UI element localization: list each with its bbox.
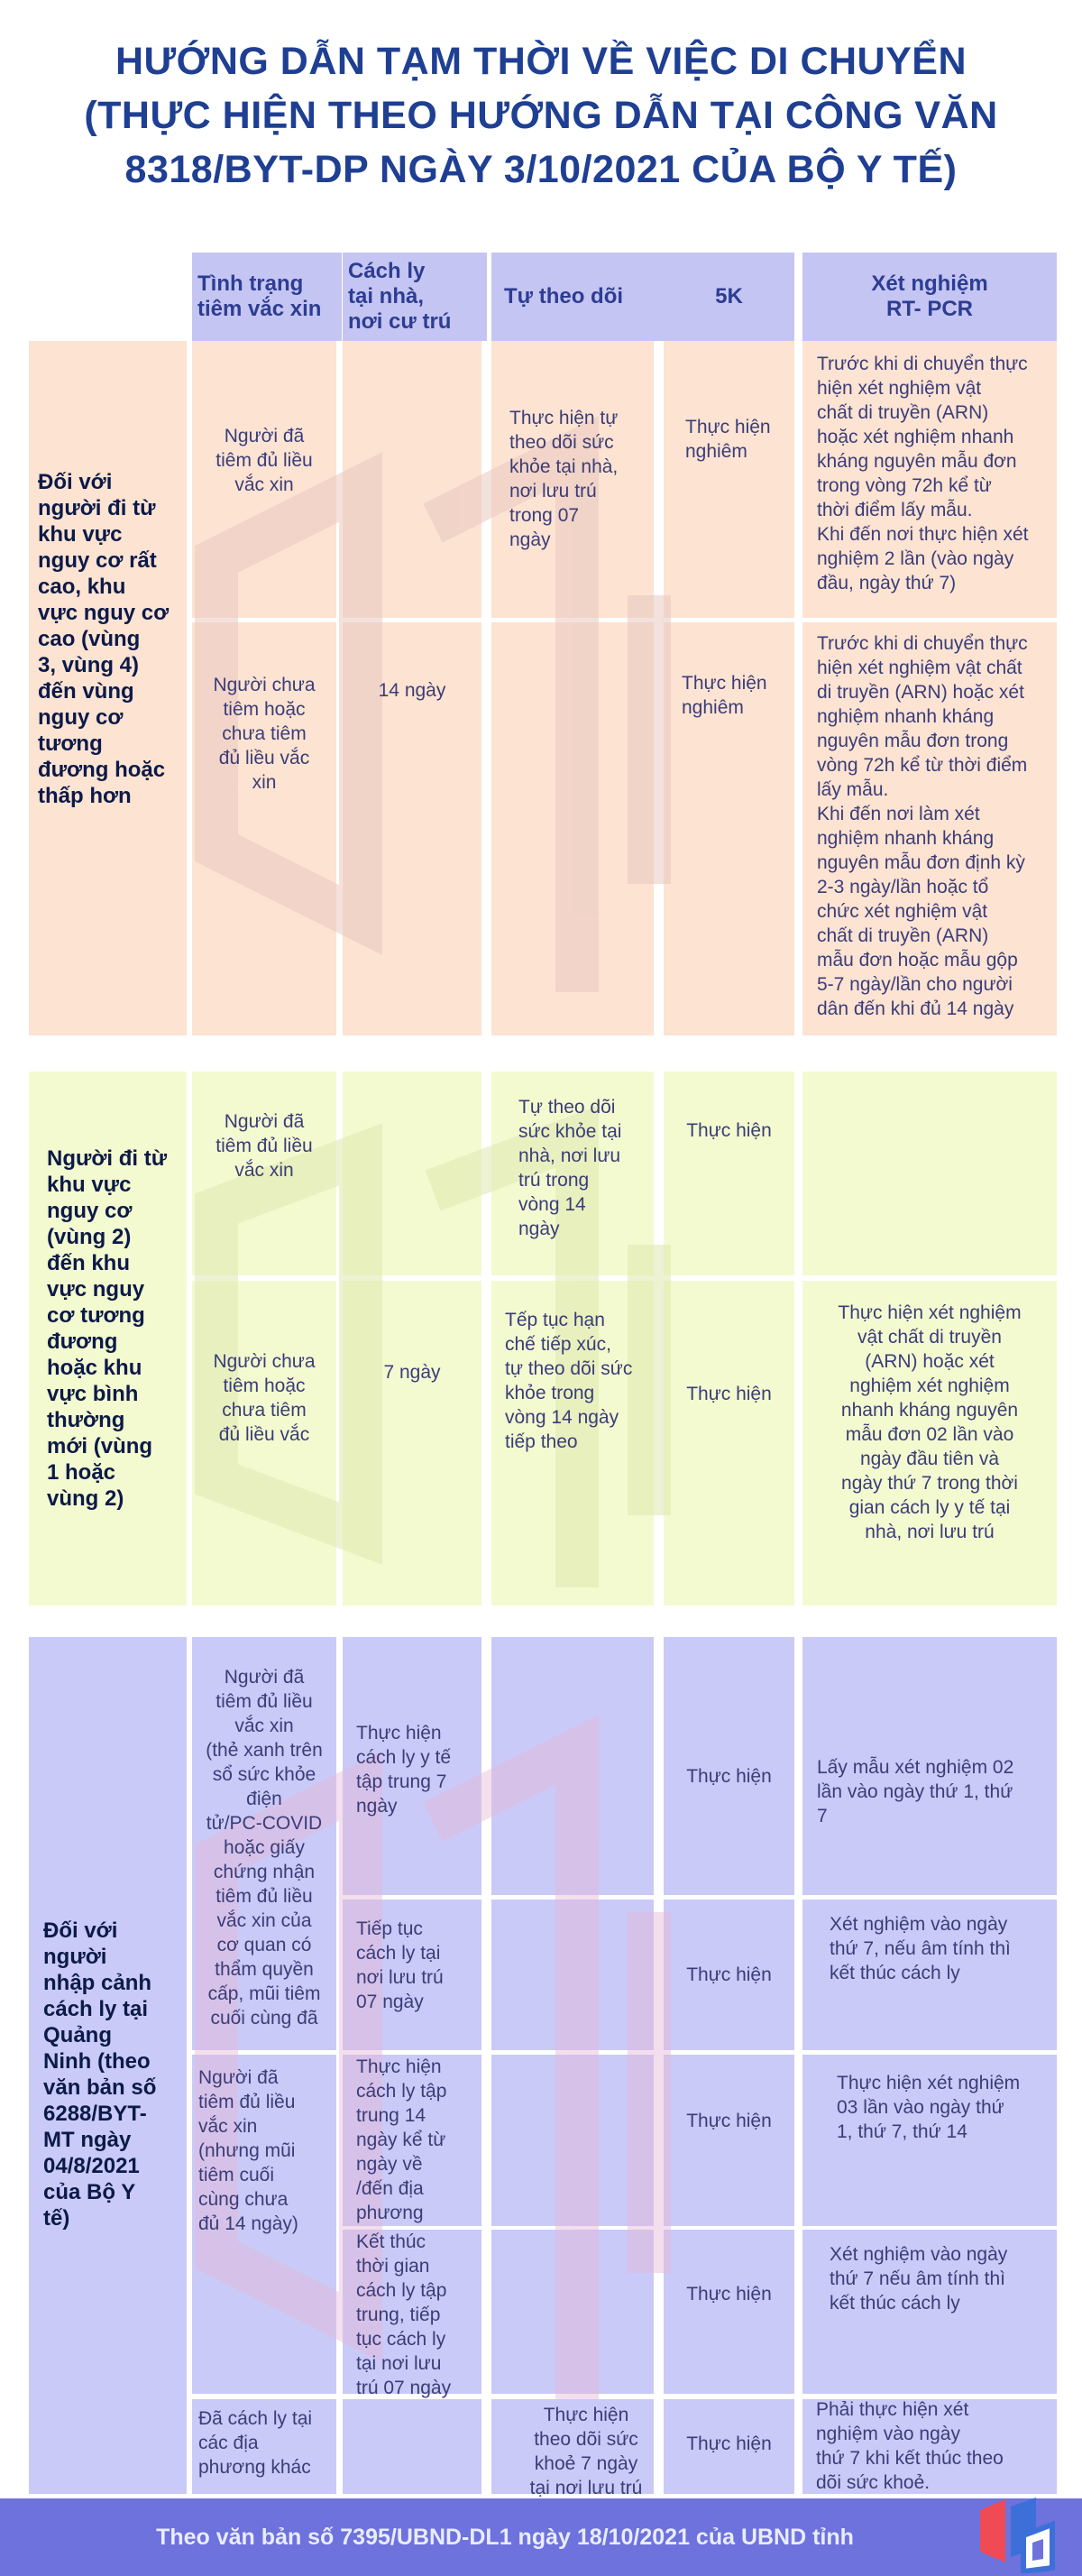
text-line: nguyên mẫu đơn trong (817, 731, 1009, 751)
vaccine-status-text (192, 1349, 336, 1447)
text-line: 14 ngày (378, 680, 446, 701)
text-line: Thực hiện tự (509, 408, 619, 428)
title-line-3: 8318/BYT-DP NGÀY 3/10/2021 CỦA BỘ Y TẾ) (124, 148, 958, 191)
text-line: tiêm cuối (198, 2165, 275, 2185)
text-line: thứ 7 khi kết thúc theo (816, 2448, 1004, 2469)
text-line: nguy cơ (47, 1199, 133, 1223)
five-k-text (682, 671, 781, 720)
text-line: chưa tiêm (222, 723, 307, 744)
section-3-label (43, 1918, 188, 2231)
text-line: (ARN) hoặc xét (865, 1351, 995, 1372)
text-line: xin (252, 772, 277, 793)
text-line: Đối với (43, 1918, 118, 1943)
text-line: ngày (518, 1219, 560, 1239)
text-line: theo dõi sức (534, 2429, 638, 2450)
five-k-text (664, 1963, 794, 1987)
text-line: trú trong (518, 1170, 590, 1191)
text-line: đầu, ngày thứ 7) (817, 573, 957, 593)
text-line: 1 hoặc (47, 1460, 116, 1485)
text-line: nghiệm nhanh kháng (817, 828, 995, 849)
text-line: đương (47, 1329, 118, 1354)
text-line: Xét nghiệm vào ngày (830, 2244, 1008, 2265)
text-line: cao (vùng (38, 627, 141, 651)
section-2-label (47, 1145, 182, 1512)
text-line: ngày thứ 7 trong thời (841, 1473, 1018, 1494)
text-line: ngày về (356, 2154, 423, 2175)
five-k-text (664, 1118, 794, 1143)
column-header-self-monitoring (491, 253, 666, 341)
table-cell (343, 2399, 481, 2494)
header-line: nơi cư trú (348, 309, 452, 334)
text-line: đủ 14 ngày) (198, 2213, 298, 2234)
text-line: lần vào ngày thứ 1, thứ (817, 1781, 1013, 1802)
text-line: tiêm đủ liều (215, 1886, 313, 1907)
text-line: hoặc xét nghiệm nhanh (817, 427, 1014, 447)
brand-logo-icon (969, 2494, 1059, 2573)
text-line: kết thúc cách ly (830, 2293, 960, 2314)
table-cell (343, 341, 481, 618)
text-line: nhanh kháng nguyên (840, 1400, 1019, 1421)
text-line: trung 14 (356, 2105, 426, 2126)
text-line: thường (47, 1408, 125, 1432)
text-line: trong 07 (509, 505, 580, 526)
text-line: cách ly tập (356, 2081, 447, 2102)
header-line: Tự theo dõi (504, 284, 624, 308)
text-line: vắc xin của (216, 1910, 312, 1931)
text-line: Tếp tục hạn (505, 1310, 605, 1330)
text-line: 3, vùng 4) (38, 653, 140, 677)
text-line: cơ tương (47, 1303, 145, 1328)
text-line: Thực hiện (686, 2111, 772, 2131)
text-line: cơ quan có (216, 1935, 312, 1955)
text-line: nghiệm vào ngày (816, 2424, 960, 2444)
text-line: 6288/BYT- (43, 2102, 147, 2126)
text-line: trong vòng 72h kể từ (817, 475, 992, 496)
text-line: thời điểm lấy mẫu. (817, 500, 973, 520)
text-line: cách ly y tế (356, 1747, 452, 1768)
text-line: hiện xét nghiệm vật (817, 378, 982, 399)
vaccine-status-text (198, 2065, 334, 2236)
text-line: lấy mẫu. (817, 779, 889, 800)
text-line: hoặc giấy (224, 1837, 305, 1858)
text-line: Kết thúc (356, 2231, 426, 2252)
table-cell (664, 1281, 794, 1605)
rt-pcr-text (816, 2397, 1046, 2495)
rt-pcr-text (802, 1301, 1057, 1544)
text-line: nghiệm nhanh kháng (817, 706, 995, 727)
text-line: vòng 72h kể từ thời điểm (817, 755, 1028, 776)
table-cell (343, 1281, 481, 1605)
header-line: RT- PCR (885, 297, 973, 321)
header-line: Cách ly (348, 259, 426, 283)
text-line: thấp hơn (38, 784, 132, 808)
text-line: theo dõi sức (509, 432, 614, 453)
header-line: Tình trạng (197, 271, 304, 296)
table-cell (802, 1072, 1057, 1275)
text-line: nguy cơ (38, 705, 124, 730)
table-cell (491, 622, 654, 1035)
text-line: nghiệm xét nghiệm (849, 1375, 1010, 1396)
text-line: 7 ngày (383, 1362, 441, 1383)
rt-pcr-text (830, 2242, 1059, 2315)
text-line: Trước khi di chuyển thực (817, 633, 1028, 654)
text-line: Đối với (38, 470, 113, 494)
column-header-5k (664, 253, 794, 341)
text-line: khoẻ 7 ngày (534, 2453, 638, 2474)
text-line: đương hoặc (38, 758, 166, 782)
text-line: Thực hiện (686, 1384, 772, 1404)
text-line: vực nguy cơ (38, 601, 170, 625)
text-line: Người đi từ (47, 1146, 168, 1171)
text-line: 2-3 ngày/lần hoặc tổ (817, 877, 989, 897)
column-header-rt-pcr (802, 253, 1057, 341)
text-line: khu vực (38, 522, 123, 547)
text-line: Thực hiện (543, 2405, 629, 2425)
text-line: tiêm đủ liều (215, 450, 313, 471)
text-line: nghiệm 2 lần (vào ngày (817, 548, 1014, 569)
text-line: cách ly tại (356, 1943, 441, 1964)
text-line: mới (vùng (47, 1434, 153, 1458)
text-line: cách ly tập (356, 2280, 447, 2301)
text-line: Lấy mẫu xét nghiệm 02 (817, 1757, 1014, 1778)
text-line: vòng 14 (518, 1194, 586, 1215)
text-line: vùng 2) (47, 1486, 124, 1511)
text-line: đến khu (47, 1251, 131, 1275)
text-line: Thực hiện xét nghiệm (837, 2073, 1021, 2093)
self-monitoring-text (505, 1308, 654, 1454)
text-line: tiêm đủ liều (198, 2092, 296, 2112)
text-line: tự theo dõi sức (505, 1358, 633, 1379)
rt-pcr-text (817, 352, 1056, 595)
text-line: cấp, mũi tiêm (207, 1983, 321, 2004)
table-cell (491, 1637, 654, 1895)
text-line: Thực hiện (682, 673, 767, 694)
text-line: gian cách ly y tế tại (848, 1497, 1011, 1518)
text-line: điện (246, 1789, 282, 1809)
text-line: mẫu đơn 02 lần vào (845, 1424, 1014, 1445)
text-line: vực nguy (47, 1277, 145, 1302)
text-line: cùng chưa (198, 2189, 289, 2210)
text-line: kết thúc cách ly (830, 1963, 960, 1983)
text-line: cao, khu (38, 575, 126, 599)
text-line: Thực hiện (356, 1723, 442, 1743)
text-line: Thực hiện (685, 417, 771, 437)
text-line: sức khỏe tại (518, 1121, 622, 1142)
text-line: chưa tiêm (222, 1400, 307, 1421)
text-line: kháng nguyên mẫu đơn (817, 451, 1017, 472)
text-line: tiêm đủ liều (215, 1136, 313, 1156)
text-line: 5-7 ngày/lần cho người (817, 974, 1013, 995)
text-line: Người đã (224, 426, 305, 446)
column-header-vaccine-status (192, 253, 342, 341)
header-line: tại nhà, (348, 284, 425, 308)
text-line: tử/PC-COVID (206, 1813, 323, 1834)
text-line: vắc xin (234, 1716, 294, 1736)
five-k-text (664, 1382, 794, 1406)
text-line: Trước khi di chuyển thực (817, 354, 1028, 374)
text-line: MT ngày (43, 2128, 132, 2152)
text-line: vắc xin (234, 1160, 294, 1181)
text-line: /đến địa (356, 2178, 424, 2199)
text-line: thứ 7 nếu âm tính thì (830, 2268, 1006, 2289)
text-line: nơi lưu trú (509, 481, 597, 501)
text-line: 07 ngày (356, 1992, 424, 2012)
home-isolation-text (356, 1917, 473, 2014)
text-line: hoặc khu (47, 1356, 142, 1380)
section-1-label (38, 469, 182, 809)
text-line: Thực hiện (686, 1766, 772, 1787)
text-line: ngày (356, 1796, 398, 1817)
text-line: của Bộ Y (43, 2180, 136, 2204)
text-line: vắc xin (198, 2116, 258, 2137)
text-line: Khi đến nơi thực hiện xét (817, 524, 1029, 545)
text-line: Thực hiện (686, 2284, 772, 2305)
self-monitoring-text (509, 406, 645, 552)
text-line: người đi từ (38, 496, 156, 520)
text-line: Người đã (224, 1111, 305, 1132)
footer-bar (0, 2498, 1082, 2576)
text-line: Đã cách ly tại (198, 2408, 313, 2429)
text-line: Phải thực hiện xét (816, 2399, 969, 2420)
header-line: tiêm vắc xin (197, 297, 322, 321)
text-line: 1, thứ 7, thứ 14 (837, 2121, 967, 2142)
text-line: Ninh (theo (43, 2049, 151, 2074)
text-line: 04/8/2021 (43, 2154, 140, 2178)
five-k-text (664, 2109, 794, 2133)
text-line: tiêm đủ liều (215, 1691, 313, 1712)
text-line: đủ liều vắc (218, 748, 310, 768)
text-line: mẫu đơn hoặc mẫu gộp (817, 950, 1018, 971)
text-line: khu vực (47, 1173, 132, 1197)
self-monitoring-text (523, 2403, 649, 2500)
vaccine-status-text (192, 424, 336, 497)
text-line: Tiếp tục (356, 1918, 423, 1939)
text-line: nghiêm (685, 441, 747, 462)
text-line: cách ly tại (43, 1997, 149, 2021)
text-line: người (43, 1945, 107, 1969)
five-k-text (685, 415, 784, 464)
home-isolation-text (343, 1360, 481, 1385)
rt-pcr-text (817, 631, 1056, 1021)
text-line: khỏe trong (505, 1383, 595, 1403)
text-line: thẩm quyền (215, 1959, 314, 1980)
text-line: vòng 14 ngày (505, 1407, 619, 1428)
table-cell (491, 2055, 654, 2226)
text-line: 7 (817, 1806, 828, 1826)
text-line: nguyên mẫu đơn định kỳ (817, 852, 1025, 873)
text-line: tại nơi lưu (356, 2353, 442, 2374)
text-line: (nhưng mũi (198, 2140, 296, 2161)
home-isolation-text (343, 678, 481, 703)
text-line: nơi lưu trú (356, 1967, 444, 1988)
text-line: phương khác (198, 2457, 311, 2478)
column-header-home-isolation (343, 253, 487, 341)
vaccine-status-text (192, 1109, 336, 1182)
table-cell (664, 1072, 794, 1275)
text-line: Khi đến nơi làm xét (817, 804, 980, 824)
text-line: phương (356, 2203, 424, 2223)
text-line: tại nơi lưu trú (529, 2478, 643, 2498)
text-line: Tự theo dõi (518, 1097, 616, 1118)
text-line: (thẻ xanh trên (206, 1740, 323, 1761)
table-cell (491, 2230, 654, 2394)
text-line: thứ 7, nếu âm tính thì (830, 1938, 1011, 1959)
text-line: Người đã (224, 1667, 305, 1688)
text-line: sổ sức khỏe (212, 1764, 316, 1785)
text-line: 03 lần vào ngày thứ (837, 2097, 1004, 2118)
five-k-text (664, 2282, 794, 2306)
header-line: 5K (715, 284, 743, 308)
title-line-1: HƯỚNG DẪN TẠM THỜI VỀ VIỆC DI CHUYỂN (115, 40, 967, 83)
text-line: chất di truyền (ARN) (817, 402, 989, 423)
text-line: vật chất di truyền (857, 1327, 1002, 1348)
five-k-text (664, 2432, 794, 2456)
text-line: tục cách ly (356, 2329, 446, 2350)
table-cell (664, 341, 794, 618)
text-line: hiện xét nghiệm vật chất (817, 658, 1022, 678)
header-line: Xét nghiệm (871, 271, 988, 296)
text-line: chức xét nghiệm vật (817, 901, 988, 922)
text-line: nhập cảnh (43, 1971, 152, 1995)
text-line: đến vùng (38, 679, 134, 704)
text-line: Thực hiện (686, 1964, 772, 1985)
table-cell (664, 2230, 794, 2394)
text-line: Thực hiện (356, 2056, 442, 2077)
text-line: Thực hiện (686, 2433, 772, 2454)
text-line: Thực hiện (686, 1120, 772, 1141)
text-line: chất di truyền (ARN) (817, 925, 989, 946)
text-line: Người chưa (213, 675, 316, 695)
text-line: Xét nghiệm vào ngày (830, 1914, 1008, 1935)
five-k-text (664, 1764, 794, 1789)
text-line: ngày (509, 529, 551, 550)
text-line: trung, tiếp (356, 2305, 441, 2325)
text-line: vực bình (47, 1382, 139, 1406)
text-line: tập trung 7 (356, 1771, 447, 1792)
table-cell (491, 1900, 654, 2050)
footer-note: Theo văn bản số 7395/UBND-DL1 ngày 18/10/2021 của UBND tỉnh (156, 2525, 854, 2550)
text-line: tương (38, 731, 103, 756)
text-line: Người đã (198, 2067, 279, 2088)
home-isolation-text (356, 2055, 473, 2225)
text-line: thời gian (356, 2256, 430, 2277)
page-title (0, 34, 1082, 197)
self-monitoring-text (518, 1095, 645, 1241)
table-cell (664, 2055, 794, 2226)
text-line: Quảng (43, 2023, 112, 2047)
text-line: tiếp theo (505, 1431, 578, 1452)
text-line: dân đến khi đủ 14 ngày (817, 998, 1014, 1019)
home-isolation-text (356, 2230, 473, 2400)
vaccine-status-text (192, 1665, 336, 2030)
text-line: Người chưa (213, 1351, 316, 1372)
rt-pcr-text (830, 1912, 1059, 1985)
text-line: chế tiếp xúc, (505, 1334, 611, 1355)
table-cell (343, 1072, 481, 1275)
text-line: cuối cùng đã (210, 2008, 318, 2029)
text-line: (vùng 2) (47, 1225, 132, 1249)
home-isolation-text (356, 1721, 473, 1818)
rt-pcr-text (837, 2071, 1067, 2144)
text-line: khỏe tại nhà, (509, 456, 619, 477)
text-line: các địa (198, 2433, 259, 2453)
text-line: vắc xin (234, 474, 294, 495)
text-line: ngày đầu tiên và (859, 1449, 1000, 1469)
text-line: tiêm hoặc (223, 1375, 306, 1396)
text-line: ngày kể từ (356, 2130, 446, 2150)
title-line-2: (THỰC HIỆN THEO HƯỚNG DẪN TẠI CÔNG VĂN (84, 94, 998, 137)
text-line: tiêm hoặc (223, 699, 306, 720)
text-line: văn bản số (43, 2075, 157, 2100)
text-line: nghiêm (682, 697, 744, 718)
text-line: Thực hiện xét nghiệm (838, 1302, 1022, 1323)
text-line: nguy cơ rất (38, 548, 157, 573)
vaccine-status-text (198, 2406, 334, 2479)
text-line: di truyền (ARN) hoặc xét (817, 682, 1024, 703)
text-line: đủ liều vắc (218, 1424, 310, 1445)
text-line: trú 07 ngày (356, 2378, 452, 2398)
rt-pcr-text (817, 1755, 1047, 1828)
text-line: tế) (43, 2206, 70, 2231)
text-line: dõi sức khoẻ. (816, 2472, 931, 2493)
text-line: nhà, nơi lưu trú (865, 1522, 995, 1542)
text-line: nhà, nơi lưu (518, 1145, 621, 1166)
vaccine-status-text (192, 673, 336, 795)
text-line: chứng nhận (213, 1862, 316, 1882)
